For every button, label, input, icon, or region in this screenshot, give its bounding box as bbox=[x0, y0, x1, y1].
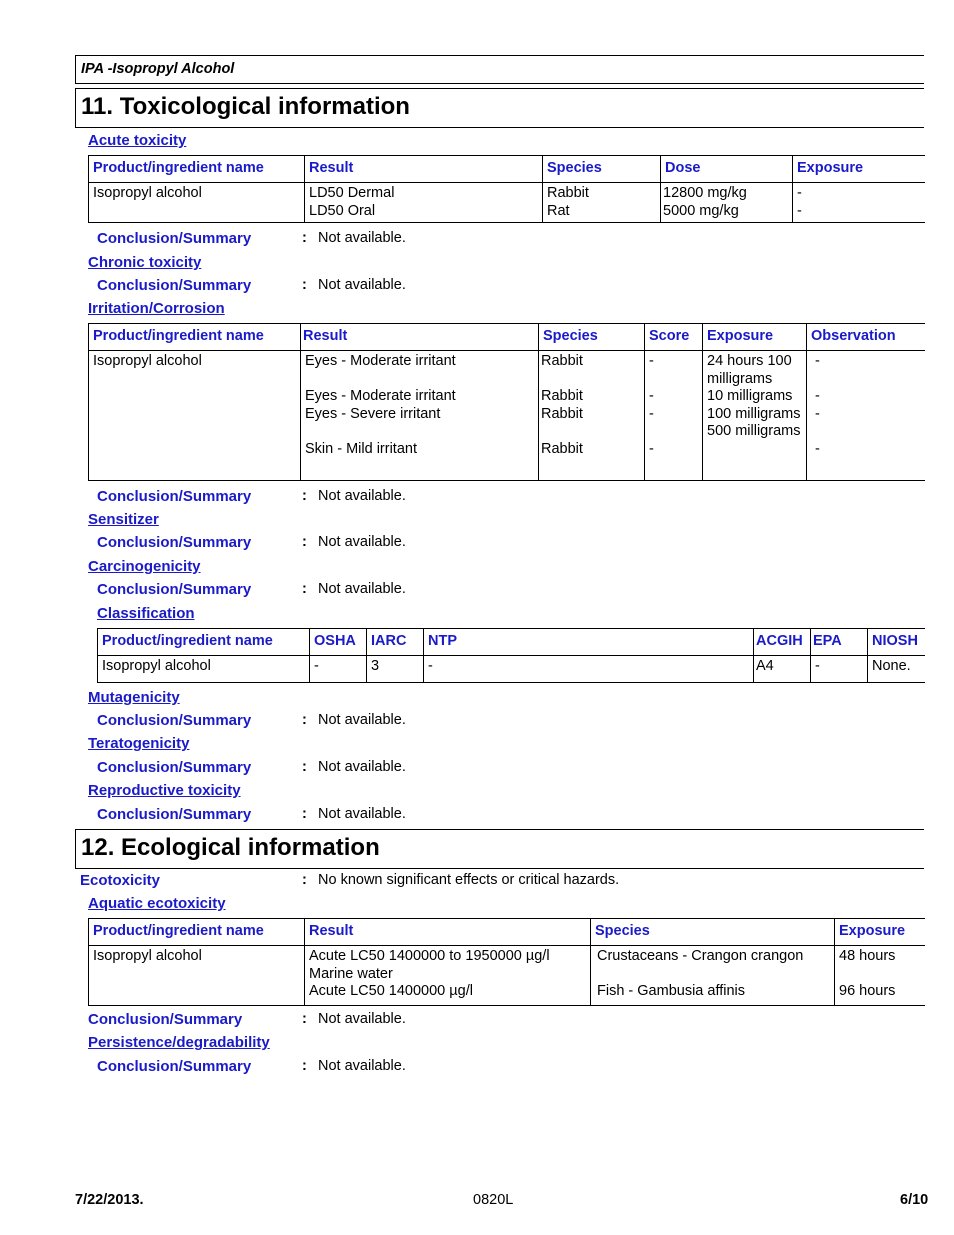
footer-page: 6/10 bbox=[900, 1192, 929, 1208]
column-header: OSHA bbox=[310, 629, 367, 656]
column-header: IARC bbox=[367, 629, 424, 656]
reproductive-toxicity-link[interactable]: Reproductive toxicity bbox=[88, 782, 241, 799]
classification-link[interactable]: Classification bbox=[97, 605, 195, 622]
conclusion-label: Conclusion/Summary bbox=[88, 1011, 243, 1028]
column-header: Product/ingredient name bbox=[98, 629, 310, 656]
section-11-title: 11. Toxicological information bbox=[81, 93, 410, 120]
colon: : bbox=[302, 759, 307, 775]
cell-exposure: 48 hours 96 hours bbox=[835, 946, 925, 1006]
conclusion-label: Conclusion/Summary bbox=[97, 759, 252, 776]
column-header: Product/ingredient name bbox=[89, 919, 305, 946]
table-row bbox=[89, 946, 925, 1006]
conclusion-value: Not available. bbox=[318, 712, 406, 728]
table-row bbox=[98, 656, 925, 683]
column-header: Observation bbox=[807, 324, 925, 351]
cell-exposure: - - bbox=[793, 183, 925, 223]
cell-name: Isopropyl alcohol bbox=[89, 183, 305, 223]
table-row bbox=[89, 183, 925, 223]
ecotoxicity-label: Ecotoxicity bbox=[80, 872, 161, 889]
irritation-corrosion-link[interactable]: Irritation/Corrosion bbox=[88, 300, 225, 317]
cell-score: - - - - bbox=[645, 351, 703, 481]
section-12-title: 12. Ecological information bbox=[81, 834, 380, 861]
cell-name: Isopropyl alcohol bbox=[98, 656, 310, 683]
conclusion-label: Conclusion/Summary bbox=[97, 581, 252, 598]
cell-name: Isopropyl alcohol bbox=[89, 946, 305, 1006]
acute-toxicity-table bbox=[88, 155, 925, 223]
conclusion-value: Not available. bbox=[318, 806, 406, 822]
colon: : bbox=[302, 581, 307, 597]
column-header: Exposure bbox=[835, 919, 925, 946]
colon: : bbox=[302, 230, 307, 246]
cell-species: Crustaceans - Crangon crangon Fish - Gambusia affinis bbox=[591, 946, 835, 1006]
colon: : bbox=[302, 277, 307, 293]
conclusion-label: Conclusion/Summary bbox=[97, 534, 252, 551]
section-11-heading bbox=[75, 88, 924, 128]
carcinogenicity-link[interactable]: Carcinogenicity bbox=[88, 558, 201, 575]
cell-name: Isopropyl alcohol bbox=[89, 351, 301, 481]
conclusion-value: Not available. bbox=[318, 581, 406, 597]
cell-observation: - - - - bbox=[807, 351, 925, 481]
cell-result: Eyes - Moderate irritant Eyes - Moderate irritant Eyes - Severe irritant Skin - Mild irritant bbox=[301, 351, 539, 481]
cell-exposure: 24 hours 100 milligrams 10 milligrams 100 milligrams 500 milligrams bbox=[703, 351, 807, 481]
column-header: EPA bbox=[811, 629, 868, 656]
conclusion-label: Conclusion/Summary bbox=[97, 488, 252, 505]
cell-result: Acute LC50 1400000 to 1950000 µg/l Marine water Acute LC50 1400000 µg/l bbox=[305, 946, 591, 1006]
product-name: IPA -Isopropyl Alcohol bbox=[81, 61, 235, 77]
table-header-row bbox=[89, 324, 925, 351]
conclusion-label: Conclusion/Summary bbox=[97, 277, 252, 294]
conclusion-label: Conclusion/Summary bbox=[97, 1058, 252, 1075]
cell-dose: 12800 mg/kg 5000 mg/kg bbox=[661, 183, 793, 223]
irritation-table bbox=[88, 323, 925, 481]
column-header: Exposure bbox=[793, 156, 925, 183]
column-header: Species bbox=[543, 156, 661, 183]
aquatic-ecotoxicity-link[interactable]: Aquatic ecotoxicity bbox=[88, 895, 226, 912]
cell-epa: - bbox=[811, 656, 868, 683]
cell-iarc: 3 bbox=[367, 656, 424, 683]
table-header-row bbox=[89, 156, 925, 183]
conclusion-label: Conclusion/Summary bbox=[97, 230, 252, 247]
aquatic-ecotoxicity-table bbox=[88, 918, 925, 1006]
conclusion-value: Not available. bbox=[318, 277, 406, 293]
column-header: Result bbox=[305, 919, 591, 946]
persistence-degradability-link[interactable]: Persistence/degradability bbox=[88, 1034, 270, 1051]
footer-date: 7/22/2013. bbox=[75, 1192, 144, 1208]
conclusion-value: Not available. bbox=[318, 534, 406, 550]
column-header: Product/ingredient name bbox=[89, 156, 305, 183]
cell-species: Rabbit Rat bbox=[543, 183, 661, 223]
acute-toxicity-link[interactable]: Acute toxicity bbox=[88, 132, 187, 149]
conclusion-value: Not available. bbox=[318, 1058, 406, 1074]
colon: : bbox=[302, 534, 307, 550]
column-header: Dose bbox=[661, 156, 793, 183]
sensitizer-link[interactable]: Sensitizer bbox=[88, 511, 159, 528]
mutagenicity-link[interactable]: Mutagenicity bbox=[88, 689, 180, 706]
conclusion-value: Not available. bbox=[318, 488, 406, 504]
table-row bbox=[89, 351, 925, 481]
cell-acgih: A4 bbox=[754, 656, 811, 683]
cell-species: Rabbit Rabbit Rabbit Rabbit bbox=[539, 351, 645, 481]
column-header: Result bbox=[301, 324, 539, 351]
column-header: Result bbox=[305, 156, 543, 183]
conclusion-label: Conclusion/Summary bbox=[97, 806, 252, 823]
column-header: Product/ingredient name bbox=[89, 324, 301, 351]
document-header bbox=[75, 55, 924, 84]
colon: : bbox=[302, 1011, 307, 1027]
column-header: Exposure bbox=[703, 324, 807, 351]
colon: : bbox=[302, 806, 307, 822]
teratogenicity-link[interactable]: Teratogenicity bbox=[88, 735, 190, 752]
classification-table bbox=[97, 628, 925, 683]
conclusion-value: Not available. bbox=[318, 759, 406, 775]
table-header-row bbox=[89, 919, 925, 946]
colon: : bbox=[302, 872, 307, 888]
conclusion-label: Conclusion/Summary bbox=[97, 712, 252, 729]
section-12-heading bbox=[75, 829, 924, 869]
column-header: NTP bbox=[424, 629, 754, 656]
colon: : bbox=[302, 488, 307, 504]
colon: : bbox=[302, 712, 307, 728]
colon: : bbox=[302, 1058, 307, 1074]
conclusion-value: Not available. bbox=[318, 230, 406, 246]
column-header: Species bbox=[591, 919, 835, 946]
cell-osha: - bbox=[310, 656, 367, 683]
conclusion-value: Not available. bbox=[318, 1011, 406, 1027]
column-header: ACGIH bbox=[754, 629, 811, 656]
cell-ntp: - bbox=[424, 656, 754, 683]
cell-result: LD50 Dermal LD50 Oral bbox=[305, 183, 543, 223]
chronic-toxicity-link[interactable]: Chronic toxicity bbox=[88, 254, 202, 271]
column-header: Species bbox=[539, 324, 645, 351]
table-header-row bbox=[98, 629, 925, 656]
column-header: NIOSH bbox=[868, 629, 925, 656]
footer-code: 0820L bbox=[473, 1192, 514, 1208]
column-header: Score bbox=[645, 324, 703, 351]
ecotoxicity-value: No known significant effects or critical hazards. bbox=[318, 872, 620, 888]
cell-niosh: None. bbox=[868, 656, 925, 683]
